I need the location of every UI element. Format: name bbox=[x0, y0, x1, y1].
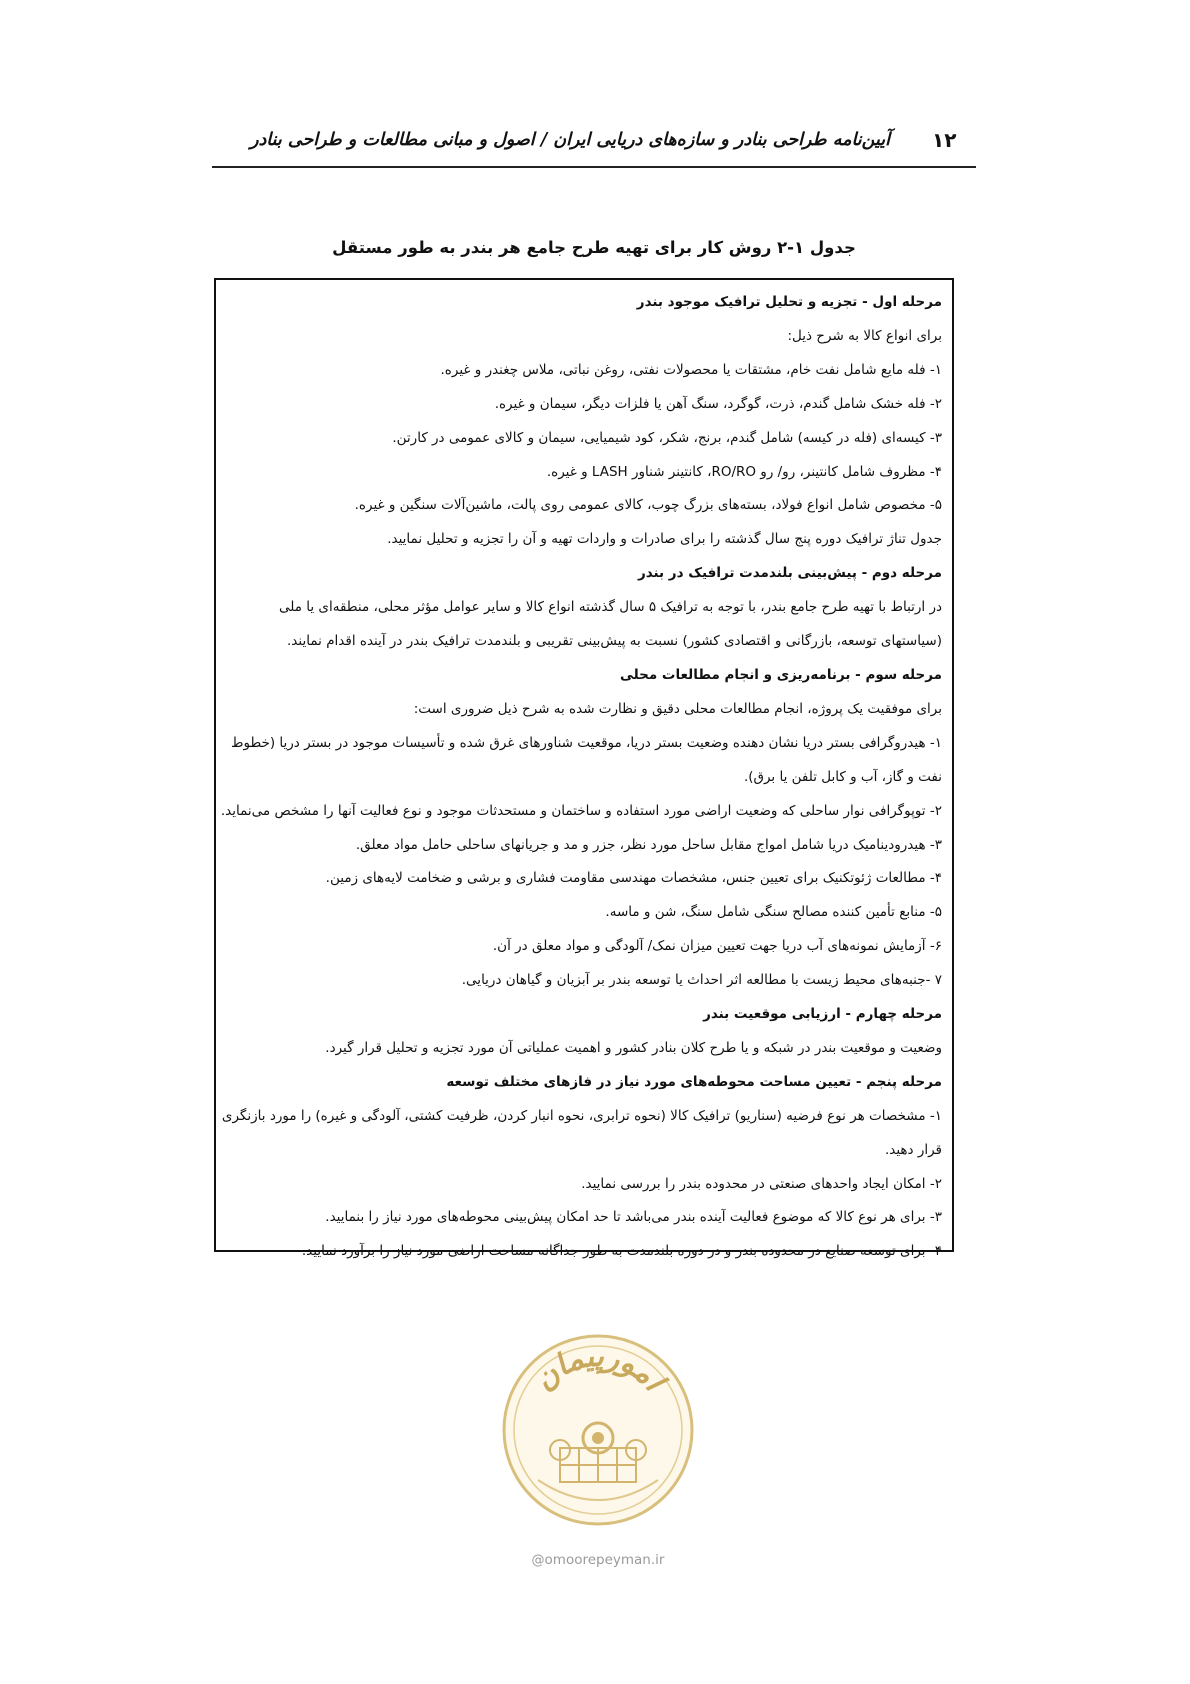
table-line: ۴- مطالعات ژئوتکنیک برای تعیین جنس، مشخصات مهندسی مقاومت فشاری و برشی و ضخامت لایه‌های زمین. bbox=[325, 870, 942, 887]
table-line: در ارتباط با تهیه طرح جامع بندر، با توجه به ترافیک ۵ سال گذشته انواع کالا و سایر عوامل مؤثر محلی، منطقه‌ای یا ملی bbox=[279, 599, 942, 616]
stage-heading: مرحله پنجم - تعیین مساحت محوطه‌های مورد نیاز در فازهای مختلف توسعه bbox=[446, 1073, 942, 1090]
table-line: ۱- فله مایع شامل نفت خام، مشتقات یا محصولات نفتی، روغن نباتی، ملاس چغندر و غیره. bbox=[440, 361, 942, 378]
table-line: نفت و گاز، آب و کابل تلفن یا برق). bbox=[743, 768, 942, 785]
table-line: ۱- هیدروگرافی بستر دریا نشان دهنده وضعیت بستر دریا، موقعیت شناورهای غرق شده و تأسیسات موجود در بستر دریا (خطوط bbox=[230, 734, 942, 751]
procedure-table-box bbox=[214, 278, 954, 1260]
table-line: ۶- آزمایش نمونه‌های آب دریا جهت تعیین میزان نمک/ آلودگی و مواد معلق در آن. bbox=[492, 938, 942, 955]
table-line: برای موفقیت یک پروژه، انجام مطالعات محلی دقیق و نظارت شده به شرح ذیل ضروری است: bbox=[413, 700, 942, 717]
table-line: جدول تناژ ترافیک دوره پنج سال گذشته را برای صادرات و واردات تهیه و آن را تجزیه و تحلیل نمایید. bbox=[387, 531, 942, 548]
watermark-url bbox=[498, 1552, 698, 1568]
at-sign-icon: @ bbox=[531, 1553, 545, 1568]
seal-text: امورپیمان bbox=[526, 1338, 671, 1398]
watermark-url-text: omoorepeyman.ir bbox=[544, 1552, 665, 1568]
table-line: ۳- برای هر نوع کالا که موضوع فعالیت آینده بندر می‌باشد تا حد امکان پیش‌بینی محوطه‌های مورد نیاز را بنمایید. bbox=[325, 1209, 942, 1226]
table-line: ۳- کیسه‌ای (فله در کیسه) شامل گندم، برنج، شکر، کود شیمیایی، سیمان و کالای عمومی در کارتن. bbox=[392, 429, 942, 446]
running-header-title: آیین‌نامه طراحی بنادر و سازه‌های دریایی ایران / اصول و مبانی مطالعات و طراحی بنادر bbox=[250, 130, 890, 150]
table-line: ۱- مشخصات هر نوع فرضیه (سناریو) ترافیک کالا (نحوه ترابری، نحوه انبار کردن، ظرفیت کشتی، آلودگی و غیره) را مورد بازنگری bbox=[221, 1107, 942, 1124]
stage-heading: مرحله دوم - پیش‌بینی بلندمدت ترافیک در بندر bbox=[637, 565, 942, 582]
table-line: ۲- فله خشک شامل گندم، ذرت، گوگرد، سنگ آهن یا فلزات دیگر، سیمان و غیره. bbox=[494, 395, 942, 412]
table-caption: جدول ۱-۲ روش کار برای تهیه طرح جامع هر بندر به طور مستقل bbox=[332, 238, 856, 257]
table-line: ۵- مخصوص شامل انواع فولاد، بسته‌های بزرگ چوب، کالای عمومی روی پالت، ماشین‌آلات سنگین و غیره. bbox=[354, 497, 942, 514]
table-line: ۴- برای توسعه صنایع در محدوده بندر و در دوره بلندمدت به طور جداگانه مساحت اراضی مورد نیاز را برآورد نمایید. bbox=[301, 1243, 942, 1260]
table-line: ۳- هیدرودینامیک دریا شامل امواج مقابل ساحل مورد نظر، جزر و مد و جریانهای ساحلی حامل مواد معلق. bbox=[355, 836, 942, 853]
table-line: قرار دهید. bbox=[884, 1141, 942, 1158]
table-line: ۴- مظروف شامل کانتینر، رو/ رو RO/RO، کانتینر شناور LASH و غیره. bbox=[546, 463, 942, 480]
header-divider bbox=[212, 166, 976, 168]
stage-heading: مرحله اول - تجزیه و تحلیل ترافیک موجود بندر bbox=[636, 294, 942, 310]
table-line: ۲- امکان ایجاد واحدهای صنعتی در محدوده بندر را بررسی نمایید. bbox=[581, 1175, 942, 1192]
table-line: ۲- توپوگرافی نوار ساحلی که وضعیت اراضی مورد استفاده و ساختمان و مستحدثات موجود و نوع فعالیت آنها را مشخص می‌نماید. bbox=[220, 802, 942, 819]
table-line: ۵- منابع تأمین کننده مصالح سنگی شامل سنگ، شن و ماسه. bbox=[605, 904, 942, 921]
page-number: ۱۲ bbox=[932, 128, 957, 152]
table-line: وضعیت و موقعیت بندر در شبکه و یا طرح کلان بنادر کشور و اهمیت عملیاتی آن مورد تجزیه و تحلیل قرار گیرد. bbox=[325, 1039, 942, 1056]
table-line: ۷ -جنبه‌های محیط زیست با مطالعه اثر احداث یا توسعه بندر بر آبزیان و گیاهان دریایی. bbox=[461, 972, 942, 989]
omoorepeyman-seal-watermark bbox=[498, 1330, 698, 1530]
table-line: برای انواع کالا به شرح ذیل: bbox=[787, 327, 942, 344]
stage-heading: مرحله سوم - برنامه‌ریزی و انجام مطالعات محلی bbox=[619, 666, 942, 683]
stage-heading: مرحله چهارم - ارزیابی موقعیت بندر bbox=[703, 1006, 942, 1023]
table-line: (سیاستهای توسعه، بازرگانی و اقتصادی کشور) نسبت به پیش‌بینی تقریبی و بلندمدت ترافیک بندر در آینده اقدام نمایند. bbox=[287, 633, 942, 650]
